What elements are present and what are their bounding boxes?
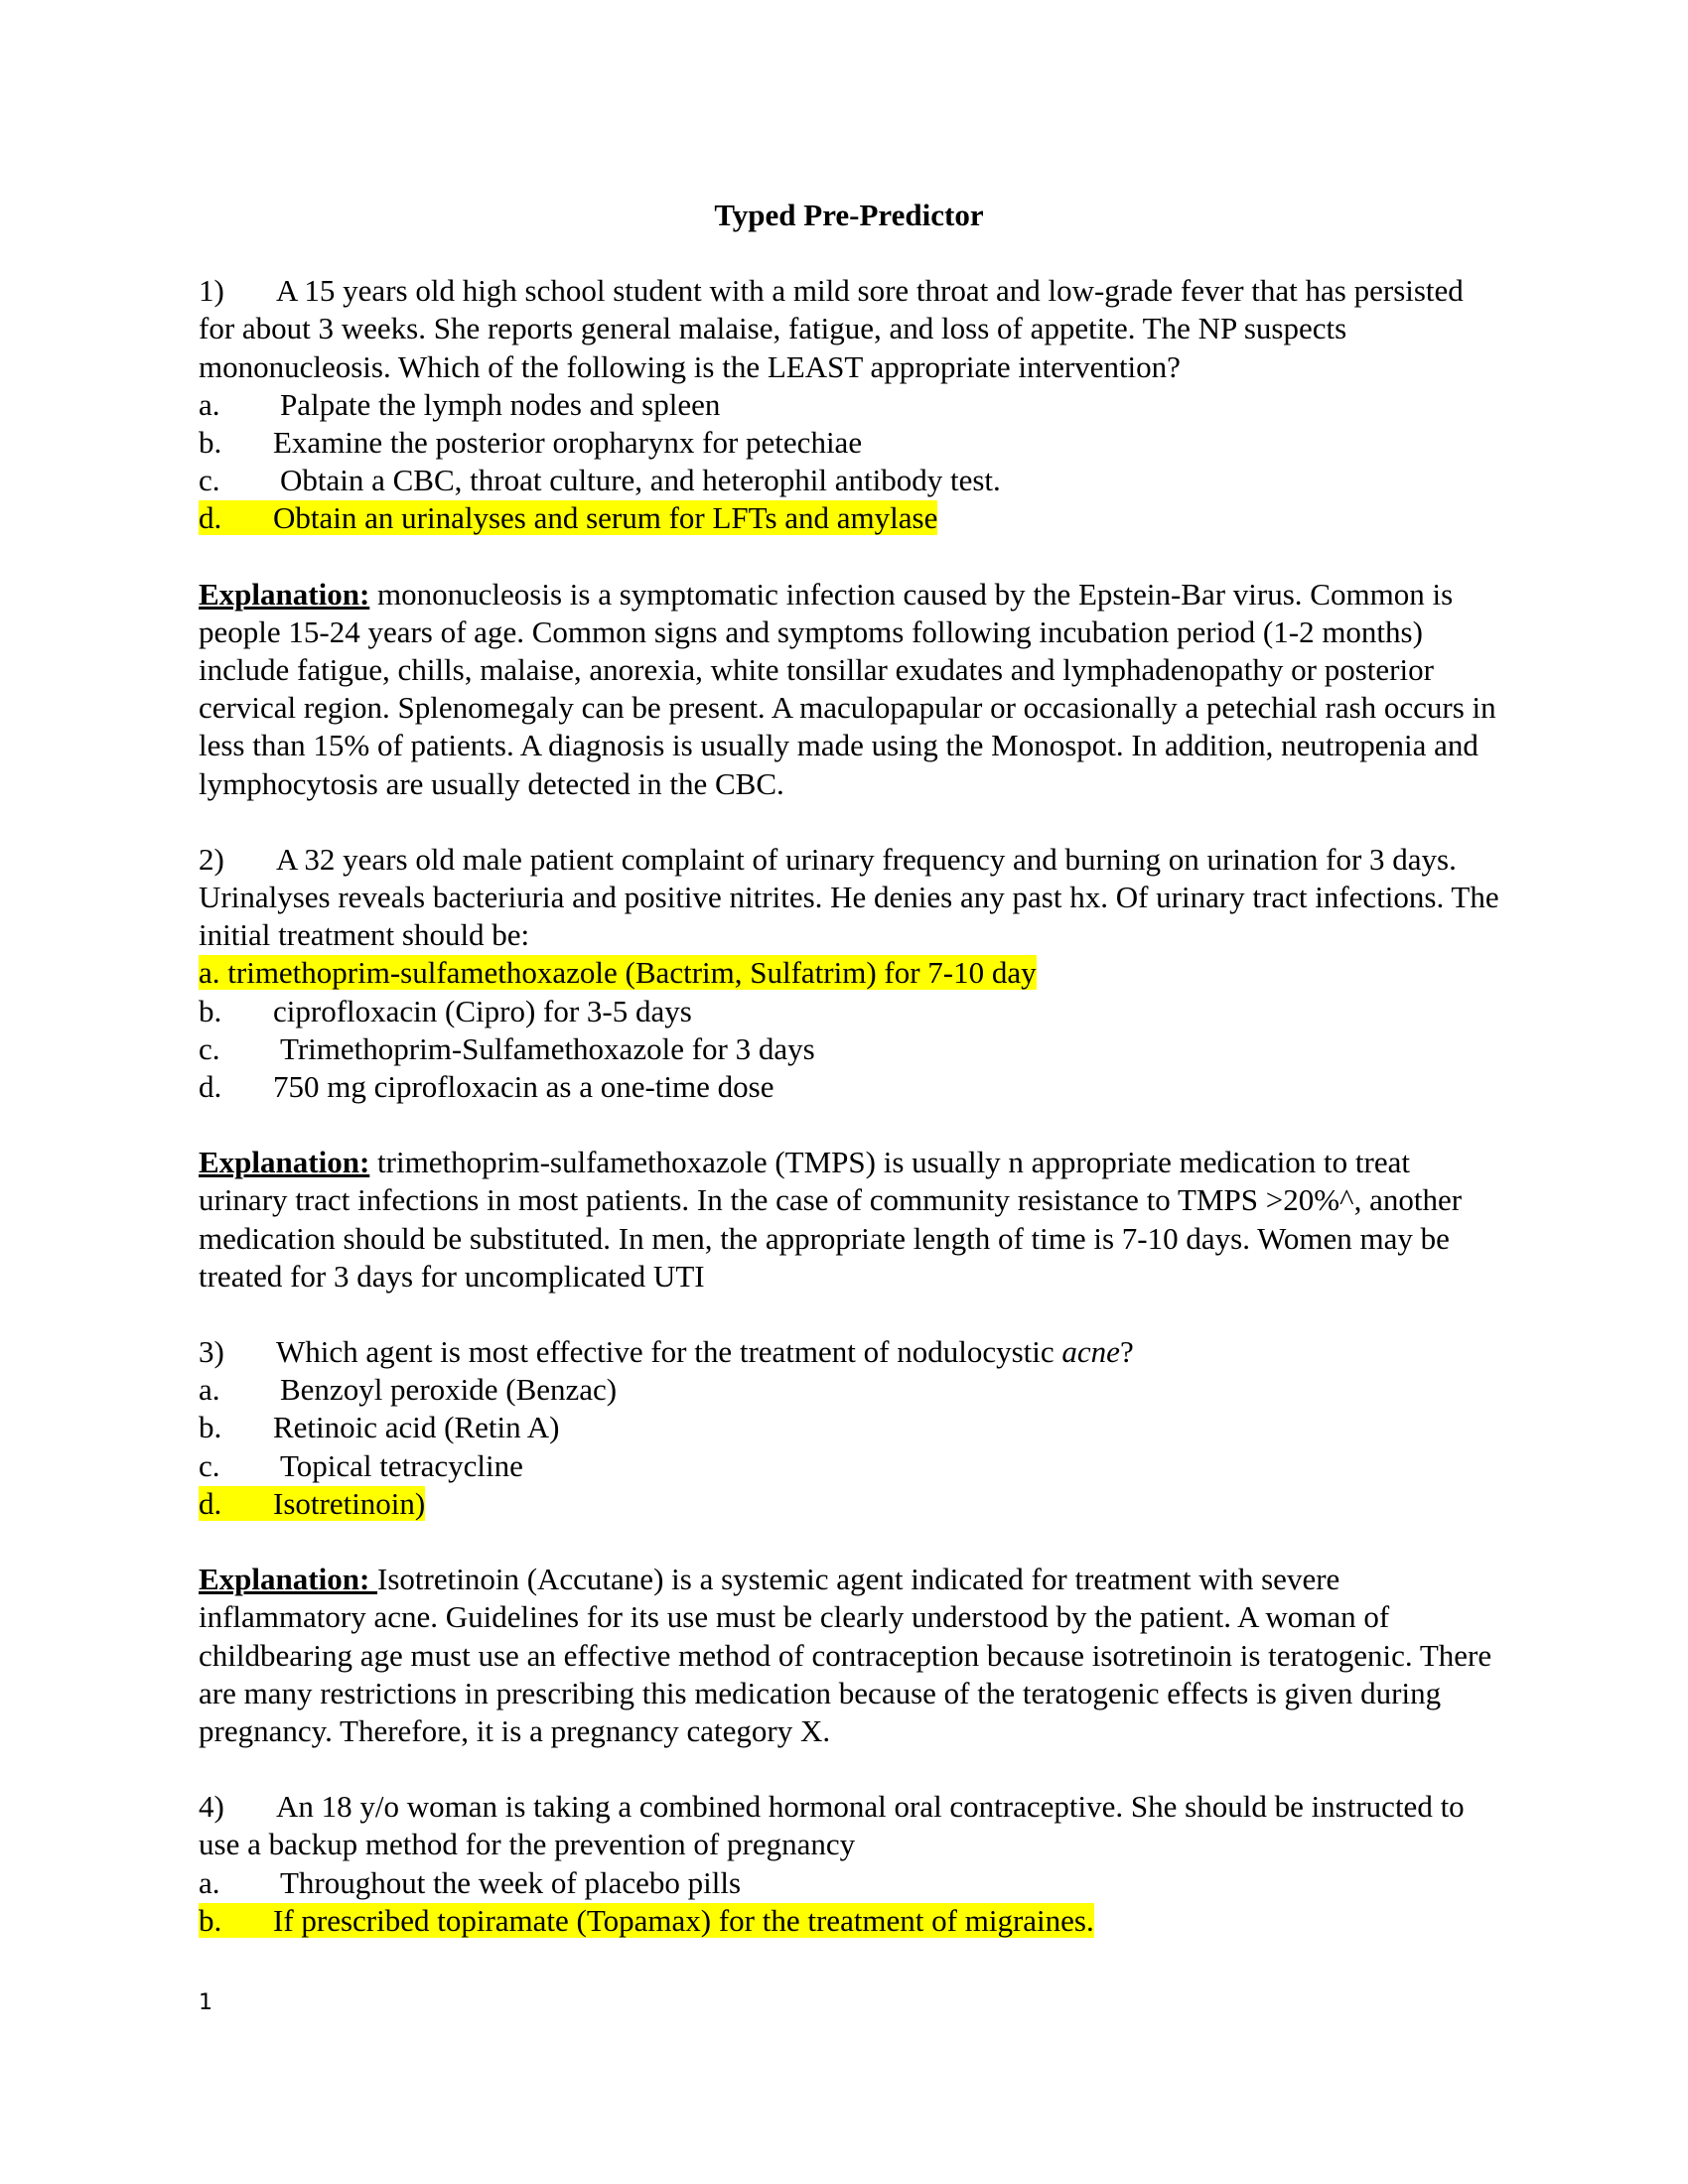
question-number: 1) (199, 273, 224, 309)
question-number: 2) (199, 841, 224, 877)
page-number: 1 (199, 1990, 212, 2015)
option-b: b. Examine the posterior oropharynx for petechiae (199, 425, 863, 461)
explanation (199, 576, 1499, 803)
option-c: c. Topical tetracycline (199, 1447, 523, 1483)
option-b-correct-answer: b. If prescribed topiramate (Topamax) for the treatment of migraines. (199, 1902, 1094, 1938)
question-1 (199, 272, 1499, 803)
explanation-text: mononucleosis is a symptomatic infection caused by the Epstein-Bar virus. Common is people 15-24 years of age. Common signs and symptoms following incubation period (1-2 months) include fatigue, chills, malaise, anorexia, white tonsillar exudates and lymphadenopathy or posterior cervical region. Splenomegaly can be present. A maculopapular or occasionally a petechial rash occurs in less than 15% of patients. A diagnosis is usually made using the Monospot. In addition, neutropenia and lymphocytosis are usually detected in the CBC. (199, 576, 1496, 801)
explanation-label: Explanation: (199, 1562, 378, 1597)
question-text-italic: acne (1061, 1334, 1120, 1370)
option-d: d. 750 mg ciprofloxacin as a one-time dose (199, 1069, 774, 1105)
question-text: A 15 years old high school student with a mild sore throat and low-grade fever that has persisted for about 3 weeks. She reports general malaise, fatigue, and loss of appetite. The NP suspects mononucleosis. Which of the following is the LEAST appropriate intervention? (199, 273, 1464, 384)
option-a: a. Throughout the week of placebo pills (199, 1864, 742, 1900)
option-a-correct-answer: a. trimethoprim-sulfamethoxazole (Bactrim, Sulfatrim) for 7-10 day (199, 955, 1037, 991)
explanation (199, 1144, 1499, 1296)
option-b: b. ciprofloxacin (Cipro) for 3-5 days (199, 993, 692, 1028)
explanation-label: Explanation: (199, 1145, 370, 1180)
question-2 (199, 841, 1499, 1296)
explanation-label: Explanation: (199, 576, 370, 612)
question-text: A 32 years old male patient complaint of urinary frequency and burning on urination for 3 days. Urinalyses reveals bacteriuria and positive nitrites. He denies any past hx. Of urinary tract infections. The initial treatment should be: (199, 841, 1499, 953)
option-a: a. Palpate the lymph nodes and spleen (199, 386, 721, 422)
document-body (199, 197, 1499, 1940)
document-title: Typed Pre-Predictor (714, 198, 984, 232)
explanation (199, 1561, 1499, 1750)
option-d-correct-answer: d. Obtain an urinalyses and serum for LFTs and amylase (199, 500, 938, 536)
explanation-text: Isotretinoin (Accutane) is a systemic agent indicated for treatment with severe inflammatory acne. Guidelines for its use must be clearly understood by the patient. A woman of childbearing age must use an effective method of contraception because isotretinoin is teratogenic. There are many restrictions in prescribing this medication because of the teratogenic effects is given during pregnancy. Therefore, it is a pregnancy category X. (199, 1562, 1492, 1748)
question-number: 4) (199, 1789, 224, 1825)
option-b: b. Retinoic acid (Retin A) (199, 1410, 560, 1445)
explanation-text: trimethoprim-sulfamethoxazole (TMPS) is usually n appropriate medication to treat urinary tract infections in most patients. In the case of community resistance to TMPS >20%^, another medication should be substituted. In men, the appropriate length of time is 7-10 days. Women may be treated for 3 days for uncomplicated UTI (199, 1145, 1463, 1294)
option-d-correct-answer: d. Isotretinoin) (199, 1485, 426, 1521)
option-c: c. Obtain a CBC, throat culture, and heterophil antibody test. (199, 463, 1001, 498)
question-text: An 18 y/o woman is taking a combined hormonal oral contraceptive. She should be instructed to use a backup method for the prevention of pregnancy (199, 1789, 1465, 1862)
option-c: c. Trimethoprim-Sulfamethoxazole for 3 days (199, 1030, 815, 1066)
option-a: a. Benzoyl peroxide (Benzac) (199, 1372, 618, 1408)
question-3: 3) Which agent is most effective for the treatment of nodulocystic acne? a. Benzoyl peroxide (Benzac) b. Retinoic acid (Retin A) c. Topical tetracycline d. Isotretinoin) Explanation: Isotretinoin (Accutane) is a systemic agent indicated for treatment with severe inflammatory acne. Guidelines for its use must be clearly understood by the patient. A woman of childbearing age must use an effective method of contraception because isotretinoin is teratogenic. There are many restrictions in prescribing this medication because of the teratogenic effects is given during pregnancy. Therefore, it is a pregnancy category X. (199, 1333, 1499, 1750)
question-4 (199, 1788, 1499, 1940)
question-text: Which agent is most effective for the treatment of nodulocystic (276, 1334, 1062, 1370)
question-number: 3) (199, 1334, 224, 1370)
